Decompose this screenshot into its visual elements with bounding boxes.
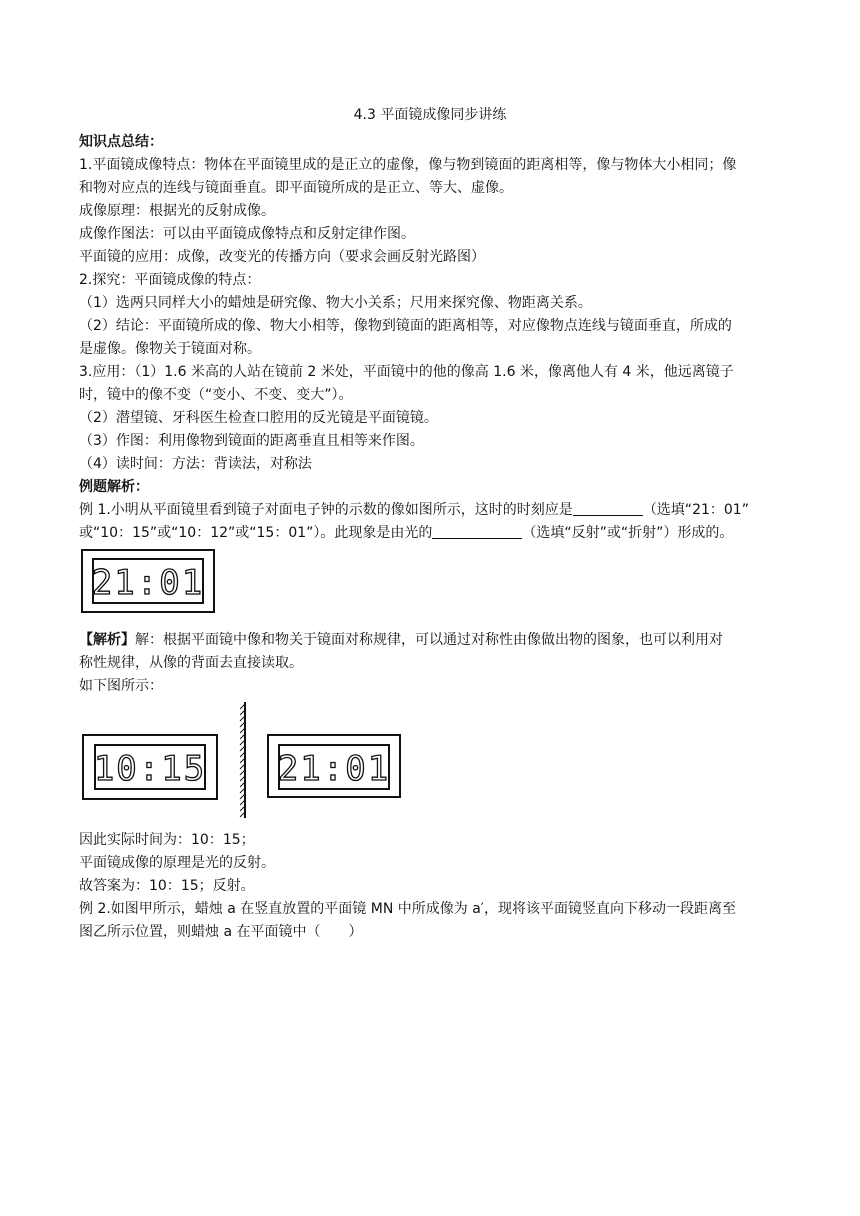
answer-blank bbox=[573, 499, 643, 516]
answer-blank bbox=[432, 522, 522, 539]
summary-line: 时，镜中的像不变（“变小、不变、变大”）。 bbox=[79, 387, 353, 403]
mirrored-clock-figure bbox=[80, 548, 216, 614]
analysis-label: 【解析】 bbox=[79, 632, 135, 648]
analysis-line: 称性规律，从像的背面去直接读取。 bbox=[79, 655, 303, 671]
page-title: 4.3 平面镜成像同步讲练 bbox=[353, 107, 507, 123]
summary-line: （4）读时间：方法：背读法，对称法 bbox=[79, 456, 312, 472]
summary-line: 平面镜的应用：成像，改变光的传播方向（要求会画反射光路图） bbox=[79, 249, 485, 265]
summary-line: 1.平面镜成像特点：物体在平面镜里成的是正立的虚像，像与物到镜面的距离相等，像与物体大小相同；像 bbox=[79, 157, 737, 173]
summary-line: 成像作图法：可以由平面镜成像特点和反射定律作图。 bbox=[79, 226, 415, 242]
conclusion-line: 故答案为：10：15；反射。 bbox=[79, 878, 255, 894]
example-1-text: 例 1.小明从平面镜里看到镜子对面电子钟的示数的像如图所示，这时的时刻应是 bbox=[79, 502, 573, 518]
summary-line: （2）结论：平面镜所成的像、物大小相等，像物到镜面的距离相等，对应像物点连线与镜面垂直，所成的 bbox=[79, 318, 732, 334]
summary-line: 和物对应点的连线与镜面垂直。即平面镜所成的是正立、等大、虚像。 bbox=[79, 180, 513, 196]
clock-digits: 21:01 bbox=[277, 749, 391, 789]
mirror-reflection-figure bbox=[80, 700, 410, 822]
summary-heading: 知识点总结： bbox=[79, 134, 163, 150]
example-1-line bbox=[79, 522, 733, 545]
example-1-text: 或“10：15”或“10：12”或“15：01”）。此现象是由光的 bbox=[79, 525, 433, 541]
summary-line: （3）作图：利用像物到镜面的距离垂直且相等来作图。 bbox=[79, 433, 424, 449]
conclusion-line: 因此实际时间为：10：15； bbox=[79, 832, 255, 848]
example-2-line: 图乙所示位置，则蜡烛 a 在平面镜中（ ） bbox=[79, 924, 363, 940]
summary-line: 2.探究：平面镜成像的特点： bbox=[79, 272, 261, 288]
mirror-image-clock bbox=[268, 735, 400, 797]
example-1-line bbox=[79, 499, 749, 522]
summary-line: 3.应用：（1）1.6 米高的人站在镜前 2 米处，平面镜中的他的像高 1.6 米，像离他人有 4 米，他远离镜子 bbox=[79, 364, 734, 380]
summary-line: 成像原理：根据光的反射成像。 bbox=[79, 203, 275, 219]
example-1-text: （选填“反射”或“折射”）形成的。 bbox=[522, 525, 734, 541]
summary-line: （2）潜望镜、牙科医生检查口腔用的反光镜是平面镜镜。 bbox=[79, 410, 438, 426]
clock-digits: 21:01 bbox=[91, 563, 205, 603]
analysis-line: 如下图所示： bbox=[79, 678, 163, 694]
analysis-text: 解：根据平面镜中像和物关于镜面对称规律，可以通过对称性由像做出物的图象，也可以利用对 bbox=[135, 632, 723, 648]
clock-digits: 10:15 bbox=[93, 749, 207, 789]
summary-line: （1）选两只同样大小的蜡烛是研究像、物大小关系；尺用来探究像、物距离关系。 bbox=[79, 295, 592, 311]
conclusion-line: 平面镜成像的原理是光的反射。 bbox=[79, 855, 275, 871]
mirror-surface bbox=[240, 702, 245, 818]
real-clock bbox=[83, 735, 217, 799]
example-1-text: （选填“21：01” bbox=[642, 502, 749, 518]
analysis-line bbox=[79, 629, 723, 652]
example-2-line: 例 2.如图甲所示，蜡烛 a 在竖直放置的平面镜 MN 中所成像为 a′，现将该平面镜竖直向下移动一段距离至 bbox=[79, 901, 736, 917]
summary-line: 是虚像。像物关于镜面对称。 bbox=[79, 341, 261, 357]
example-heading: 例题解析： bbox=[79, 479, 149, 495]
